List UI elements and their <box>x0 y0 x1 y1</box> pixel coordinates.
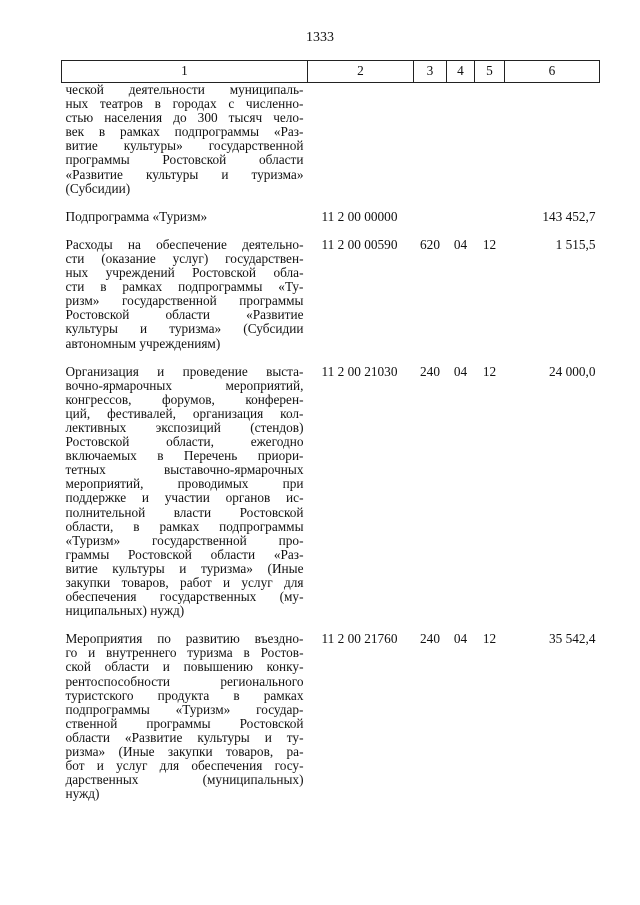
description-line: Ростовской области, ежегодно <box>65 434 304 450</box>
description-line: сти в рамках подпрограммы «Ту- <box>65 279 304 295</box>
description-line: конгрессов, форумов, конферен- <box>65 391 304 407</box>
row-spacer <box>62 618 600 632</box>
description-line: ственной программы Ростовской <box>65 715 304 731</box>
row-spacer <box>62 224 600 238</box>
description-line: вочно-ярмарочных мероприятий, <box>65 377 304 393</box>
column-header: 4 <box>447 61 475 83</box>
expense-type-cell: 240 <box>420 363 440 379</box>
description-line: «Туризм» государственной про- <box>65 532 304 548</box>
amount-cell <box>505 83 600 196</box>
description-line: ниципальных) нужд) <box>65 603 185 619</box>
description-line: области, в рамках подпрограммы <box>65 518 304 534</box>
section-cell <box>447 210 475 224</box>
section-cell: 04 <box>453 363 468 379</box>
subsection-cell: 12 <box>482 631 497 647</box>
description-line: подпрограммы «Туризм» государ- <box>65 701 304 717</box>
description-line: ризма» (Иные закупки товаров, ра- <box>65 744 304 760</box>
section-cell: 04 <box>453 631 468 647</box>
amount-cell: 24 000,0 <box>548 363 596 379</box>
description-cell <box>62 83 308 196</box>
subsection-cell: 12 <box>482 363 497 379</box>
description-line: области «Развитие культуры и ту- <box>65 729 304 745</box>
row-spacer-cell <box>62 351 600 365</box>
expense-type-cell: 240 <box>420 631 440 647</box>
amount-cell: 1 515,5 <box>555 236 596 252</box>
table-row <box>62 238 600 351</box>
target-article-cell: 11 2 00 21760 <box>321 631 398 647</box>
description-line: го и внутреннего туризма в Ростов- <box>65 645 304 661</box>
row-spacer-cell <box>62 618 600 632</box>
expense-type-cell <box>414 210 447 224</box>
description-line: «Развитие культуры и туризма» <box>65 166 304 182</box>
amount-cell: 35 542,4 <box>548 631 596 647</box>
description-line: программы Ростовской области <box>65 152 304 168</box>
row-spacer <box>62 351 600 365</box>
description-line: включаемых в Перечень приори- <box>65 448 304 464</box>
description-line: рентоспособности регионального <box>65 673 304 689</box>
page-number: 1333 <box>306 30 334 45</box>
description-line: закупки товаров, работ и услуг для <box>65 575 304 590</box>
row-spacer-cell <box>62 224 600 238</box>
table-row <box>62 83 600 196</box>
description-line: мероприятий, проводимых при <box>65 476 304 492</box>
description-cell <box>62 238 308 351</box>
description-line: дарственных (муниципальных) <box>65 772 304 788</box>
description-line: обеспечения государственных (му- <box>65 589 304 605</box>
expense-type-cell: 620 <box>420 236 440 252</box>
target-article-cell <box>308 83 414 196</box>
description-line: ных учреждений Ростовской обла- <box>65 265 304 281</box>
description-line: век в рамках подпрограммы «Раз- <box>65 124 304 140</box>
description-line: Расходы на обеспечение деятельно- <box>65 236 304 252</box>
description-line: ской области и повышению конку- <box>65 659 304 675</box>
description-line: Организация и проведение выста- <box>65 363 304 379</box>
description-line: полнительной власти Ростовской <box>65 504 304 520</box>
description-line: (Субсидии) <box>65 180 131 196</box>
column-header: 6 <box>505 61 600 83</box>
section-cell <box>447 83 475 196</box>
column-header: 5 <box>475 61 505 83</box>
description-cell <box>62 365 308 619</box>
table-body <box>62 83 600 802</box>
budget-table <box>61 60 600 801</box>
table-header-row <box>62 61 600 83</box>
row-spacer-cell <box>62 196 600 210</box>
column-header: 1 <box>62 61 308 83</box>
target-article-cell: 11 2 00 00000 <box>321 208 398 224</box>
subsection-cell <box>475 210 505 224</box>
subsection-cell: 12 <box>482 236 497 252</box>
description-cell <box>62 632 308 801</box>
subsection-cell <box>475 83 505 196</box>
description-line: стью населения до 300 тысяч чело- <box>65 110 304 126</box>
section-cell: 04 <box>453 236 468 252</box>
description-line: граммы Ростовской области «Раз- <box>65 546 304 562</box>
column-header: 2 <box>308 61 414 83</box>
target-article-cell: 11 2 00 00590 <box>321 236 398 252</box>
description-line: культуры и туризма» (Субсидии <box>65 321 304 337</box>
description-line: Мероприятия по развитию въездно- <box>65 631 304 647</box>
description-line: поддержке и участии органов ис- <box>65 490 304 506</box>
table-row <box>62 632 600 801</box>
description-line: витие культуры» государственной <box>65 138 304 154</box>
description-line: ных театров в городах с численно- <box>65 96 304 112</box>
description-line: тетных выставочно-ярмарочных <box>65 462 304 478</box>
description-line: туристского продукта в рамках <box>65 687 304 703</box>
description-line: бот и услуг для обеспечения госу- <box>65 758 304 774</box>
target-article-cell: 11 2 00 21030 <box>321 363 398 379</box>
description-line: витие культуры и туризма» (Иные <box>65 560 304 576</box>
table-row <box>62 365 600 619</box>
description-line: Ростовской области «Развитие <box>65 307 304 323</box>
description-line: лективных экспозиций (стендов) <box>65 419 304 435</box>
description-line: сти (оказание услуг) государствен- <box>65 250 304 266</box>
table-row <box>62 210 600 224</box>
expense-type-cell <box>414 83 447 196</box>
description-line: автономным учреждениям) <box>65 335 221 351</box>
description-line: ций, фестивалей, организация кол- <box>65 405 304 421</box>
column-header: 3 <box>414 61 447 83</box>
description-line: нужд) <box>65 786 100 802</box>
row-spacer <box>62 196 600 210</box>
description-line: ческой деятельности муниципаль- <box>65 82 304 97</box>
description-line: Подпрограмма «Туризм» <box>65 208 208 224</box>
description-line: ризм» государственной программы <box>65 293 304 309</box>
amount-cell: 143 452,7 <box>542 208 596 224</box>
description-cell <box>62 210 308 224</box>
